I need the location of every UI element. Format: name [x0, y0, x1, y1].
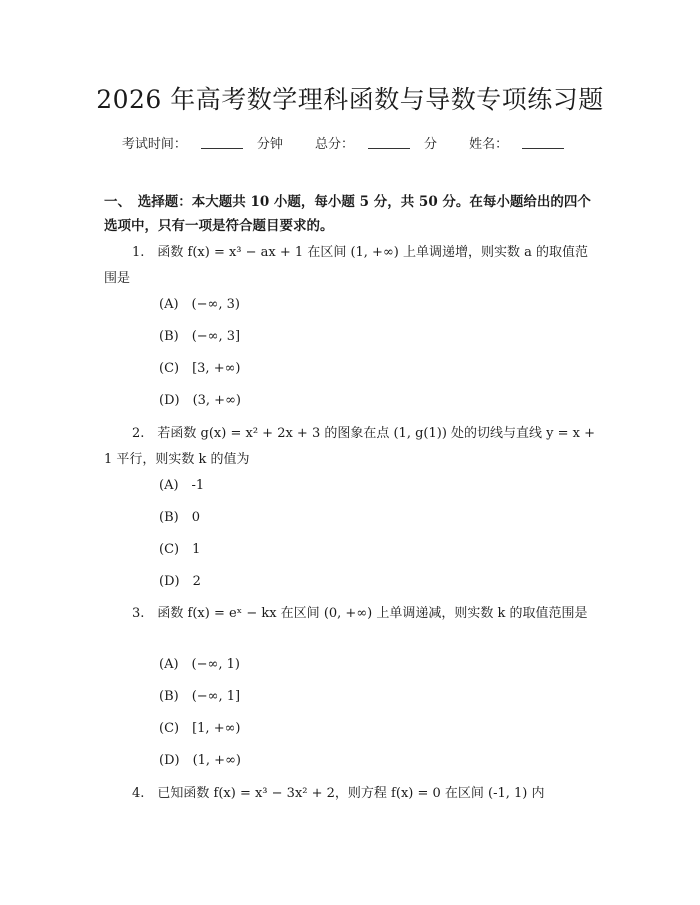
question-3-option-c: (C) [1, +∞) — [159, 721, 241, 736]
question-3-option-b: (B) (−∞, 1] — [159, 689, 241, 704]
question-3-option-d: (D) (1, +∞) — [159, 753, 241, 768]
name-field: 姓名： — [469, 137, 578, 152]
question-2: 2. 若函数 g(x) = x² + 2x + 3 的图象在点 (1, g(1)) 处的切线与直线 y = x + 1 平行，则实数 k 的值为 — [104, 426, 596, 467]
question-1-option-d: (D) (3, +∞) — [159, 393, 241, 408]
section-heading: 一、 选择题：本大题共 10 小题，每小题 5 分，共 50 分。在每小题给出的四个选项中，只有一项是符合题目要求的。 — [104, 194, 591, 234]
question-1-option-b: (B) (−∞, 3] — [159, 329, 241, 344]
time-field: 考试时间： 分钟 — [121, 137, 283, 152]
exam-meta — [0, 133, 700, 152]
question-1-option-a: (A) (−∞, 3) — [159, 297, 240, 312]
question-2-option-b: (B) 0 — [159, 510, 200, 525]
time-blank — [201, 136, 243, 149]
score-blank — [368, 136, 410, 149]
question-2-option-d: (D) 2 — [159, 574, 201, 589]
score-field: 总分： 分 — [314, 137, 438, 152]
question-1-option-c: (C) [3, +∞) — [159, 361, 241, 376]
question-4: 4. 已知函数 f(x) = x³ − 3x² + 2，则方程 f(x) = 0 在区间 (-1, 1) 内 — [132, 786, 545, 801]
name-blank — [522, 136, 564, 149]
question-1: 1. 函数 f(x) = x³ − ax + 1 在区间 (1, +∞) 上单调递增，则实数 a 的取值范围是 — [104, 245, 589, 286]
page-title: 2026 年高考数学理科函数与导数专项练习题 — [96, 85, 604, 114]
question-3-option-a: (A) (−∞, 1) — [159, 657, 240, 672]
question-2-option-c: (C) 1 — [159, 542, 201, 557]
question-2-option-a: (A) -1 — [159, 478, 205, 493]
question-3: 3. 函数 f(x) = eˣ − kx 在区间 (0, +∞) 上单调递减，则实数 k 的取值范围是 — [132, 606, 588, 621]
